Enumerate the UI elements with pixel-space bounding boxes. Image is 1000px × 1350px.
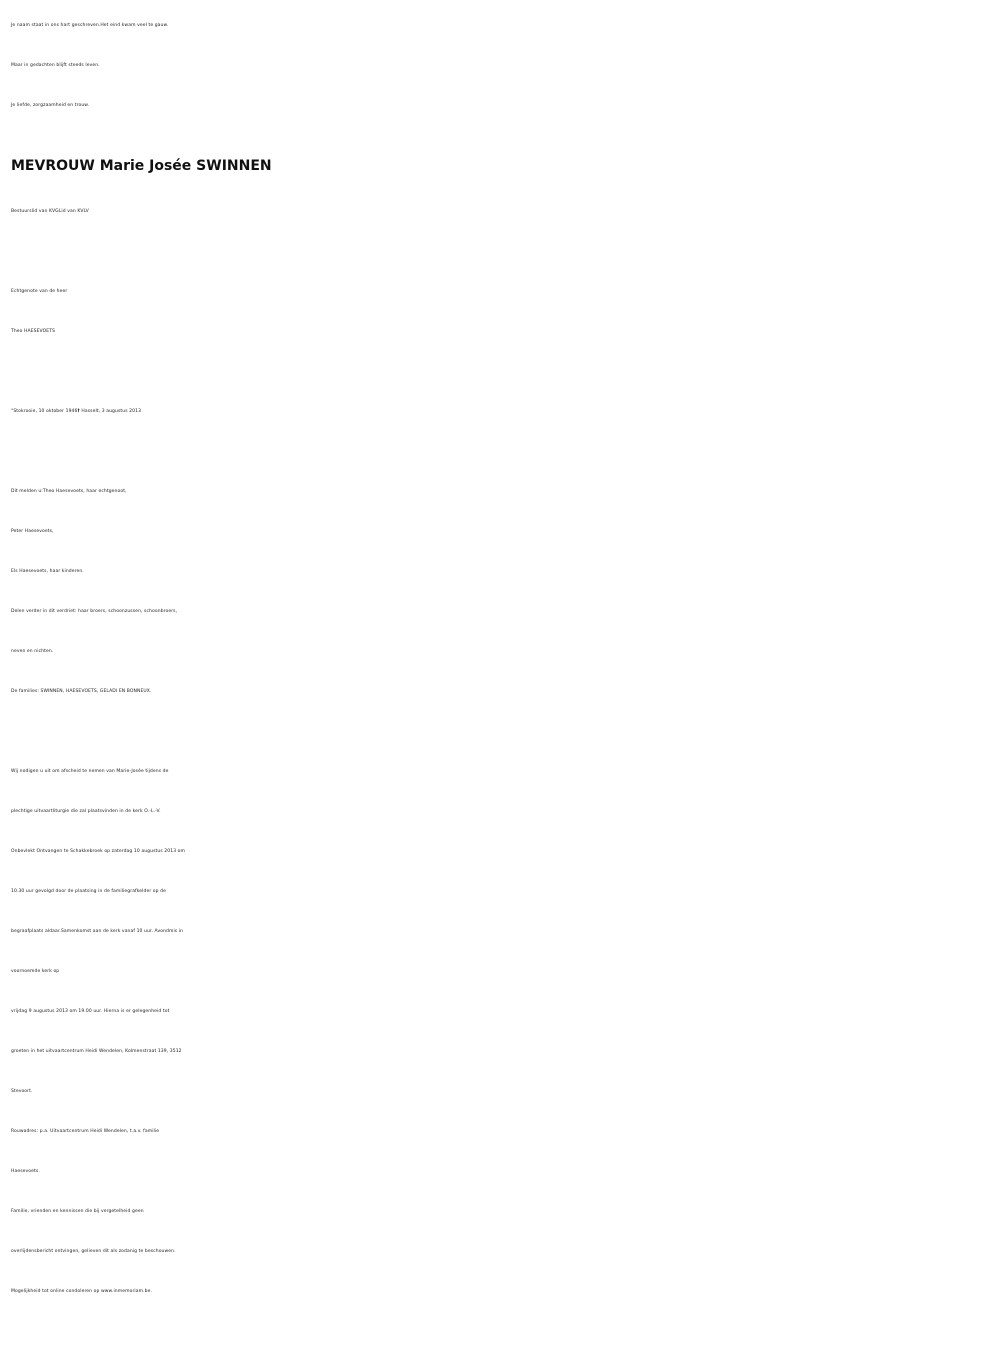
details-line: Onbevlekt Ontvangen te Schakkebroek op zaterdag 10 augustus 2013 om bbox=[11, 849, 186, 854]
spacer bbox=[11, 352, 996, 392]
poem-line: Je naam staat in ons hart geschreven.Het eind kwam veel te gauw. bbox=[11, 23, 169, 28]
announcement-line: Els Haesevoets, haar kinderen. bbox=[11, 569, 84, 574]
spouse-name: Theo HAESEVOETS bbox=[11, 329, 56, 334]
spacer bbox=[11, 232, 996, 272]
details-line: vrijdag 9 augustus 2013 om 19.00 uur. Hierna is er gelegenheid tot bbox=[11, 1009, 170, 1014]
poem-line: Maar in gedachten blijft steeds leven. bbox=[11, 63, 100, 68]
details-line: overlijdensbericht ontvingen, gelieven dit als zodanig te beschouwen. bbox=[11, 1249, 176, 1254]
details-line: Familie, vrienden en kennissen die bij vergetelheid geen bbox=[11, 1209, 144, 1214]
obituary-document bbox=[11, 6, 996, 1312]
announcement-line: De families: SWINNEN, HAESEVOETS, GELADI EN BONNEUX. bbox=[11, 689, 152, 694]
poem-line: Je liefde, zorgzaamheid en trouw. bbox=[11, 103, 90, 108]
details-line: plechtige uitvaartliturgie die zal plaatsvinden in de kerk O.-L.-V. bbox=[11, 809, 161, 814]
death-date: Hasselt, 3 augustus 2013 bbox=[79, 409, 142, 414]
dates-line bbox=[11, 392, 996, 432]
announcement-line: neven en nichten. bbox=[11, 649, 54, 654]
spouse-line: Echtgenote van de heer bbox=[11, 289, 68, 294]
announcement-line: Delen verder in dit verdriet: haar broers, schoonzussen, schoonbroers, bbox=[11, 609, 178, 614]
details-line: Wij nodigen u uit om afscheid te nemen van Marie-Josée tijdens de bbox=[11, 769, 169, 774]
details-line: 10.30 uur gevolgd door de plaatsing in de familiegrafkelder op de bbox=[11, 889, 166, 894]
announcement-line: Dit melden u:Theo Haesevoets, haar echtgenoot, bbox=[11, 489, 127, 494]
roles-line: Bestuurslid van KVGLid van KVLV bbox=[11, 209, 89, 214]
details-line: voornoemde kerk op bbox=[11, 969, 60, 974]
deceased-name: MEVROUW Marie Josée SWINNEN bbox=[11, 158, 272, 174]
details-line: begraafplaats aldaar.Samenkomst aan de kerk vanaf 10 uur. Avondmis in bbox=[11, 929, 184, 934]
announcement-block bbox=[11, 472, 996, 712]
cross-icon: † bbox=[77, 409, 80, 414]
details-line: Stevoort. bbox=[11, 1089, 33, 1094]
details-line: groeten in het uitvaartcentrum Heidi Wendelen, Kolmenstraat 139, 3512 bbox=[11, 1049, 182, 1054]
spacer bbox=[11, 432, 996, 472]
details-line: Haesevoets. bbox=[11, 1169, 40, 1174]
spacer bbox=[11, 712, 996, 752]
details-block bbox=[11, 752, 996, 1312]
birth-date: °Stokrooie, 10 oktober 1946 bbox=[11, 409, 78, 414]
poem bbox=[11, 6, 996, 126]
details-line: Rouwadres: p.a. Uitvaartcentrum Heidi Wendelen, t.a.v. familie bbox=[11, 1129, 160, 1134]
details-line: Mogelijkheid tot online condoleren op www.inmemoriam.be. bbox=[11, 1289, 152, 1294]
announcement-line: Peter Haesevoets, bbox=[11, 529, 54, 534]
spouse-block bbox=[11, 272, 996, 352]
